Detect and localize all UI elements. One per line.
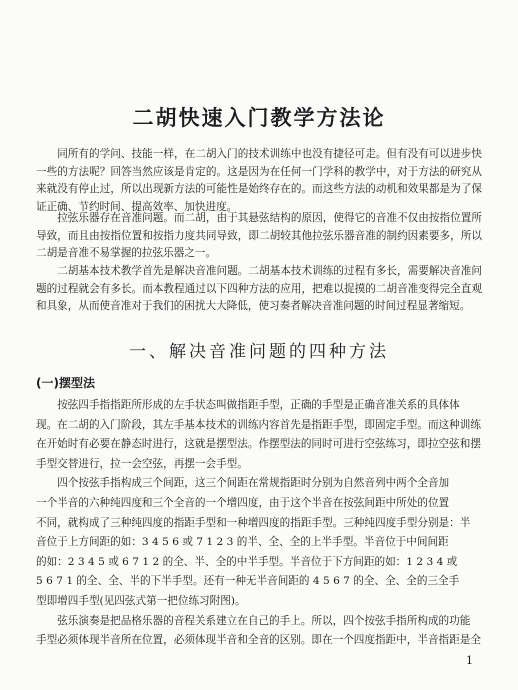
intro-paragraph-1: 同所有的学问、技能一样，在二胡入门的技术训练中也没有捷径可走。但有没有可以进步快一些的方法呢？回答当然应该是肯定的。这是因为在任何一门学科的教学中，对于方法的研究从来就没有停止过，所以出现新方法的可能性是始终存在的。而这些方法的动机和效果都是为了保证正确、节约时间、提高效率、加快进度。 [36,148,482,213]
body-line: 弦乐演奏是把品格乐器的音程关系建立在自己的手上。所以，四个按弦手指所构成的功能 [57,614,471,627]
body-line: 四个按弦手指构成三个间距，这三个间距在常规指距时分别为自然音列中两个全音加 [57,477,450,490]
sub-heading: (一)摆型法 [36,376,95,390]
body-line: 现。在二胡的入门阶段，其左手基本技术的训练内容首先是指距手型，即固定手型。而这种训练 [36,418,481,431]
page-title: 二胡快速入门教学方法论 [132,106,386,130]
body-line: 按弦四手指指距所形成的左手状态叫做指距手型，正确的手型是正确音准关系的具体体 [57,399,460,411]
body-line: 手型必须体现半音所在位置，必须体现半音和全音的区别。即在一个四度指距中，半音指距是全 [36,634,481,647]
body-line: 5 6 7 1 的全、全、半的下半手型。还有一种无半音间距的 4 5 6 7 的全、全、全的三全手 [36,575,460,588]
body-line: 在开始时有必要在静态时进行，这就是摆型法。作摆型法的同时可进行空弦练习，即拉空弦和摆 [36,438,481,451]
intro-paragraph-3: 二胡基本技术教学首先是解决音准问题。二胡基本技术训练的过程有多长，需要解决音准问题的过程就会有多长。而本教程通过以下四种方法的应用，把难以捉摸的二胡音准变得完全直观和具象，从而使音准对于我们的困扰大大降低，使习奏者解决音准问题的时间过程显著缩短。 [36,265,482,313]
body-line: 不同，就构成了三种纯四度的指距手型和一种增四度的指距手型。三种纯四度手型分别是：半 [36,516,471,529]
body-line: 一个半音的六种纯四度和三个全音的一个增四度，由于这个半音在按弦间距中所处的位置 [36,497,450,509]
section-heading: 一、解决音准问题的四种方法 [129,342,389,362]
intro-paragraph-2: 拉弦乐器存在音准问题。而二胡，由于其悬弦结构的原因，使得它的音准不仅由按指位置所导致，而且由按指位置和按指力度共同导致，即二胡较其他拉弦乐器音准的制约因素要多，所以二胡是音准不易掌握的拉弦乐器之一。 [36,212,482,260]
body-line: 的如：2 3 4 5 或 6 7 1 2 的全、半、全的中半手型。半音位于下方间距的如：1 2 3 4 或 [36,555,458,568]
body-line: 型即增四手型(见四弦式第一把位练习附图)。 [36,595,246,607]
body-line: 音位于上方间距的如：3 4 5 6 或 7 1 2 3 的半、全、全的上半手型。半音位于中间间距 [36,536,449,549]
body-line: 手型交替进行，拉一会空弦，再摆一会手型。 [36,457,248,470]
page-number: 1 [466,654,473,667]
